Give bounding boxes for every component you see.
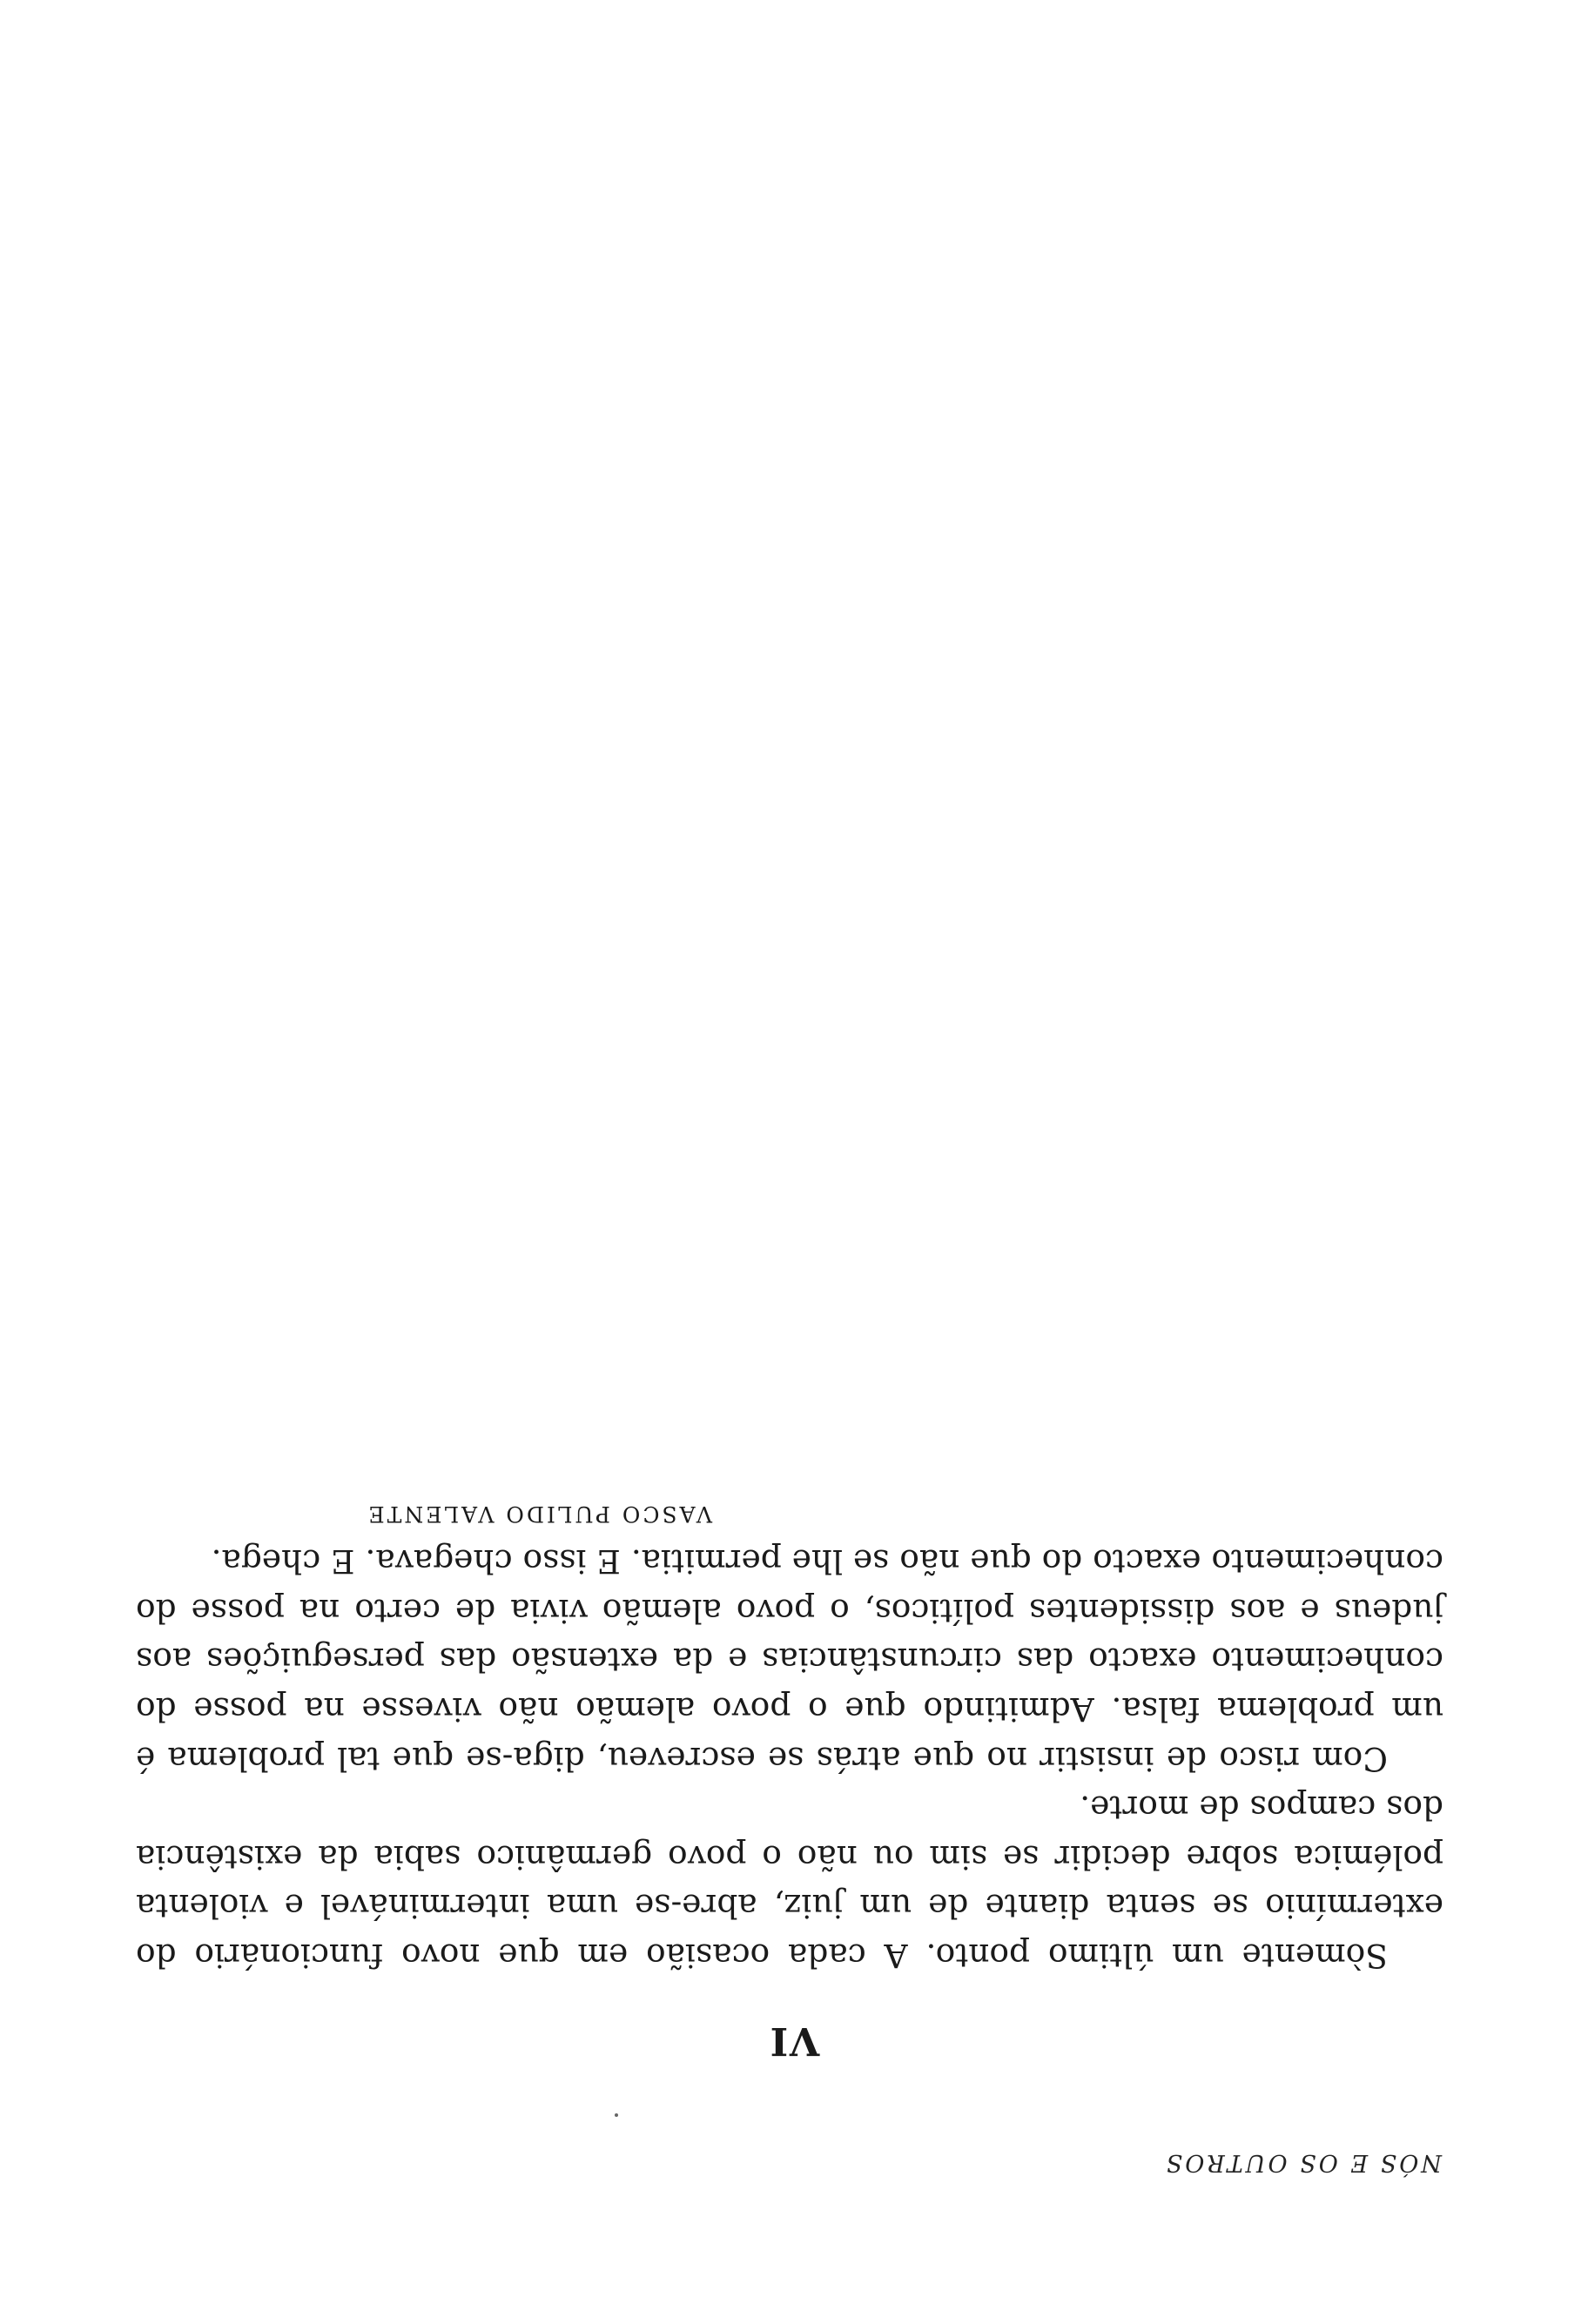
paragraph: Sòmente um último ponto. A cada ocasião em que novo funcionário do extermínio se senta diante de um juiz, abre-se uma interminável e violenta polémica sobre decidir se sim ou não o povo germânico sabia da existência dos campos de morte. <box>136 1789 1443 1975</box>
running-head: NÓS E OS OUTROS <box>1163 2149 1442 2176</box>
author-line: VASCO PULIDO VALENTE <box>366 1501 712 1527</box>
paragraph: Com risco de insistir no que atrás se escreveu, diga-se que tal problema é um problema falsa. Admitindo que o povo alemão não vivesse na posse do conhecimento exacto das circunstâncias e da extensão das perseguições aos judeus e aos dissidentes políticos, o povo alemão vivia de certo na posse do conhecimento exacto do que não se lhe permitia. E isso chegava. E chega. <box>136 1542 1443 1778</box>
chapter-number: VI <box>768 2018 820 2063</box>
body-text <box>136 1537 1443 1980</box>
scan-speck <box>615 2113 618 2117</box>
